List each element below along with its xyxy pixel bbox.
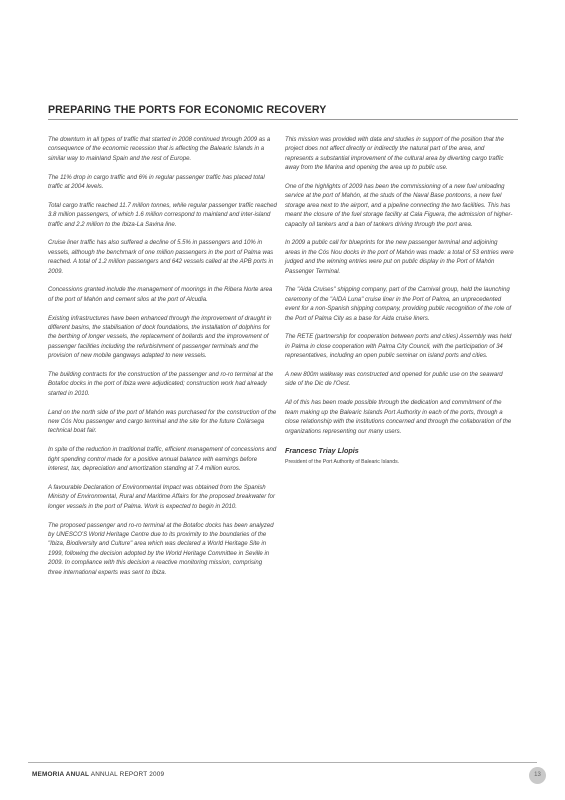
paragraph: Land on the north side of the port of Mahón was purchased for the construction of the new Cós Nou passenger and cargo terminal and the site for the future Colársega technical boat fair. <box>48 409 277 435</box>
paragraph: This mission was provided with data and studies in support of the position that the project does not affect directly or indirectly the natural part of the area, and represents a substantial improvement of the cultural area by diverting cargo traffic away from the Marina and opening the area up to public use. <box>285 137 504 172</box>
paragraph: The "Aida Cruises" shipping company, part of the Carnival group, held the launching ceremony of the "AIDA Luna" cruise liner in the Port of Palma, an unprecedented event for a non-Spanish shipping company, providing public recognition of the role of the Port of Palma City as a base for Aida cruise liners. <box>285 287 512 322</box>
paragraph: The 11% drop in cargo traffic and 6% in regular passenger traffic has placed total traffic at 2004 levels. <box>48 174 265 191</box>
signature-name: Francesc Triay Llopis <box>285 446 359 456</box>
footer-report-label: ANNUAL REPORT 2009 <box>89 771 165 778</box>
left-text-column <box>48 136 277 587</box>
paragraph: The building contracts for the construction of the passenger and ro-ro terminal at the Botafoc docks in the port of Ibiza were adjudicated; construction work had already started in 2010. <box>48 372 274 397</box>
paragraph: A new 800m walkway was constructed and opened for public use on the seaward side of the Dic de l'Oest. <box>285 372 503 388</box>
footer-divider <box>28 762 537 763</box>
footer-bold-label: MEMORIA ANUAL <box>32 771 90 778</box>
section-heading: PREPARING THE PORTS FOR ECONOMIC RECOVERY <box>48 104 327 116</box>
paragraph: In 2009 a public call for blueprints for the new passenger terminal and adjoining areas in the Cós Nou docks in the port of Mahón was made: a total of 53 entries were judged and the winning entries were put on public display in the Port of Mahón Passenger Terminal. <box>285 240 514 275</box>
paragraph: One of the highlights of 2009 has been the commissioning of a new fuel unloading service at the port of Mahón, at the studs of the Naval Base pontoons, a new fuel storage area next to the airport, and a pipeline connecting the two facilities. This has meant the closure of the fuel storage facility at Cala Figuera, the admission of higher-capacity oil tankers and a ban of tankers driving through the port area. <box>285 184 513 228</box>
paragraph: The proposed passenger and ro-ro terminal at the Botafoc docks has been analyzed by UNESCO'S World Heritage Centre due to its proximity to the boundaries of the "Ibiza, Biodiversity and Culture" area which was declared a World Heritage Site in 1999, following the decision adopted by the World Heritage Committee in Seville in 2009. In compliance with this decision a reactive monitoring mission, comprising three international experts was sent to Ibiza. <box>48 522 274 576</box>
paragraph: Cruise liner traffic has also suffered a decline of 5.5% in passengers and 10% in vessels, although the benchmark of one million passengers in the port of Palma was reached. A total of 1.2 million passengers and 642 vessels called at the APB ports in 2009. <box>48 240 274 275</box>
paragraph: Concessions granted include the management of moorings in the Ribera Norte area of the port of Mahón and cement silos at the port of Alcudia. <box>48 287 273 303</box>
page-number-badge: 13 <box>529 767 546 784</box>
heading-divider <box>48 119 518 120</box>
paragraph: Existing infrastructures have been enhanced through the improvement of draught in different basins, the stabilisation of dock foundations, the installation of dolphins for the berthing of longer vessels, the replacement of bollards and the improvement of passenger facilities including the refurbishment of passenger terminals and the provision of new mobile gangways adapted to new vessels. <box>48 315 272 360</box>
paragraph: Total cargo traffic reached 11.7 million tonnes, while regular passenger traffic reached 3.8 million passengers, of which 1.6 million correspond to mainland and inter-island traffic and 2.2 million to the Ibiza-La Savina line. <box>48 202 277 228</box>
paragraph: The downturn in all types of traffic that started in 2008 continued through 2009 as a consequence of the economic recession that is affecting the Balearic Islands in a similar way to mainland Spain and the rest of Europe. <box>48 137 271 162</box>
signature-role: President of the Port Authority of Balearic Islands. <box>285 459 400 466</box>
paragraph: A favourable Declaration of Environmental Impact was obtained from the Spanish Ministry of Environmental, Rural and Maritime Affairs for the proposed breakwater for longer vessels in the port of Palma. Work is expected to begin in 2010. <box>48 484 275 510</box>
right-text-column <box>285 136 514 465</box>
paragraph: All of this has been made possible through the dedication and commitment of the team making up the Balearic Islands Port Authority in each of the ports, through a close relationship with the institutions concerned and through the collaboration of the organizations representing our many users. <box>285 400 512 435</box>
paragraph: The RETE (partnership for cooperation between ports and cities) Assembly was held in Palma in close cooperation with Palma City Council, with the participation of 34 representatives, including an open public seminar on island ports and cities. <box>285 334 512 360</box>
paragraph: In spite of the reduction in traditional traffic, efficient management of concessions and tight spending control made for a positive annual balance with earnings before interest, tax, depreciation and amortization standing at 7.4 million euros. <box>48 447 277 473</box>
footer-label <box>32 771 164 778</box>
